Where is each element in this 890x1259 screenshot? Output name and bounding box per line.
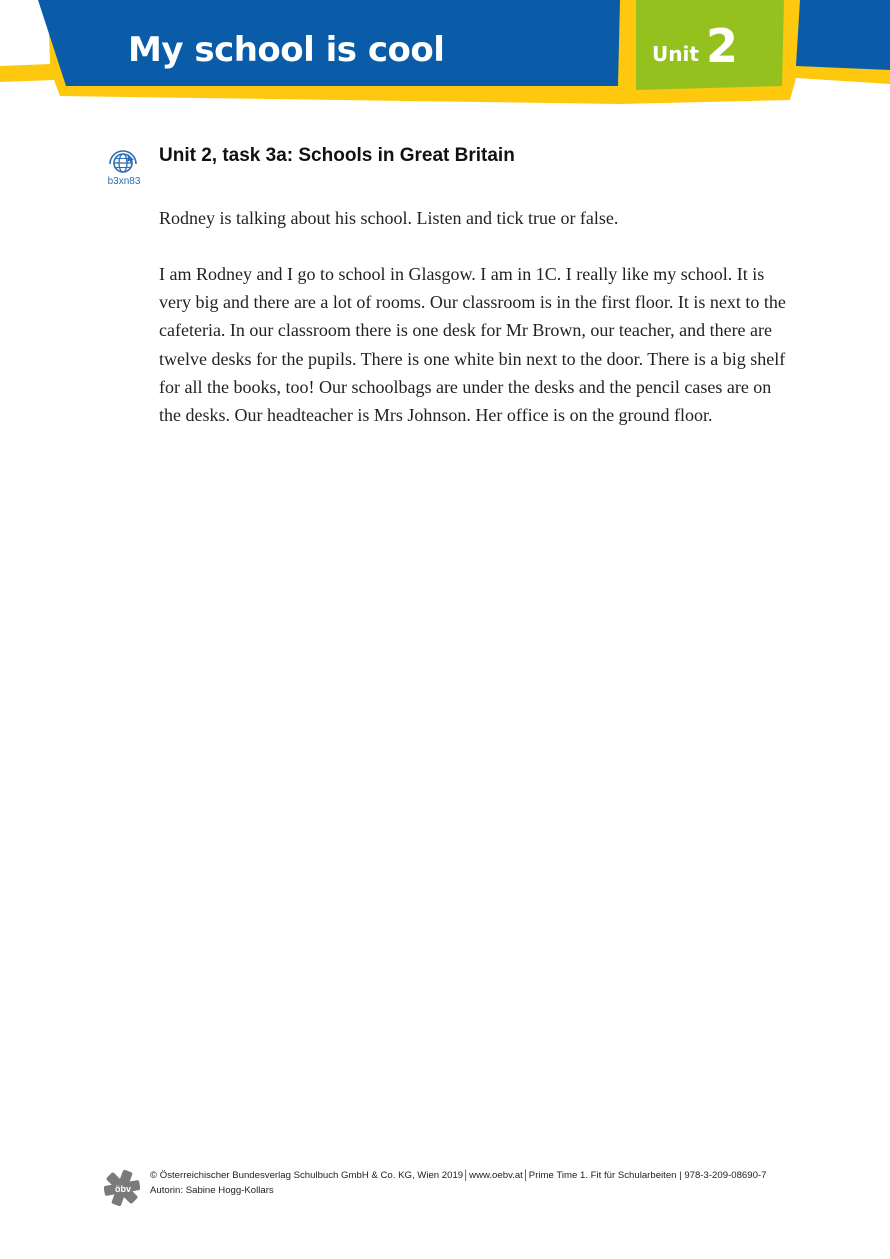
task-heading: Unit 2, task 3a: Schools in Great Britain: [159, 145, 515, 166]
task-instruction: Rodney is talking about his school. Listen and tick true or false.: [159, 208, 619, 228]
web-code: b3xn83: [107, 176, 141, 187]
unit-badge-number: 2: [706, 19, 739, 73]
globe-cursor-icon[interactable]: [106, 148, 140, 176]
footer-copyright: © Österreichischer Bundesverlag Schulbuch GmbH & Co. KG, Wien 2019│www.oebv.at│Prime Time 1. Fit für Schularbeiten | 978-3-209-08690-7: [150, 1170, 767, 1181]
footer-author: Autorin: Sabine Hogg-Kollars: [150, 1185, 274, 1196]
reading-text: I am Rodney and I go to school in Glasgow. I am in 1C. I really like my school. It is very big and there are a lot of rooms. Our classroom is in the first floor. It is next to the cafeteria. In our classroom there is one desk for Mr Brown, our teacher, and there are twelve desks for the pupils. There is one white bin next to the door. There is a big shelf for all the books, too! Our schoolbags are under the desks and the pencil cases are on the desks. Our headteacher is Mrs Johnson. Her office is on the ground floor.: [159, 264, 786, 426]
publisher-logo-text: öbv: [114, 1184, 132, 1194]
unit-title: My school is cool: [128, 30, 445, 70]
unit-badge-label: Unit: [652, 42, 699, 66]
publisher-logo: [104, 1169, 140, 1207]
